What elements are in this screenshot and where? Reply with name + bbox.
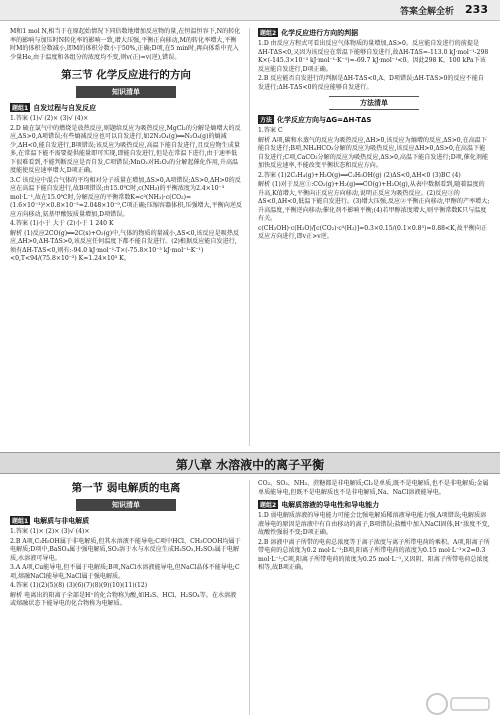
header-title: 答案全解全析 xyxy=(399,7,454,17)
answer-item: 3.C 该反应中混合气体的平均相对分子质量在增加,ΔS>0,A项错误;ΔS>0,ΔH>0的反应在高温下能自发进行,故B项错误;由15.0℃时,c(NH₃)的平衡浓度为2.4×10⁻³ mol·L⁻¹,故在15.0℃时,分解反应的平衡常数K=c²(NH₃)·c(CO₂)=(1.6×10⁻³)²×0.8×10⁻³=2.048×10⁻⁹,C项正确;压缩容器体积,压强增大,平衡向逆反应方向移动,氨基甲酸铵质量增加,D项错误。 xyxy=(10,176,243,218)
section-title: 第三节 化学反应进行的方向 xyxy=(61,69,191,81)
topic-heading xyxy=(10,516,242,526)
intro-paragraph: M和1 mol N,相当于在原起始情况下同倍数地增加反应物的量,在恒温恒容下,N的转化率的影响与加压时N转化率的影响一致,增大压强,平衡正向移动,M的转化率增大,平衡时M的体积分数减小,即M的体积分数小于50%,正确;D项,在5 min时,再向体系中充入少量He,由于温度和各组分的浓度均不变,则v(正)=v(逆),错误。 xyxy=(10,28,241,61)
answer-item: 2.B 溶液中离子所带的电荷总浓度等于离子浓度与离子所带电荷的乘积。A项,阳离子所带电荷的总浓度为0.2 mol·L⁻¹;B项,阳离子所带电荷的浓度为0.15 mol·L⁻¹×2=0.3 mol·L⁻¹;C项,阳离子所带电荷的浓度为0.25 mol·L⁻¹,又因阴、阳离子所带电荷总浓度相等,故B项正确。 xyxy=(258,538,490,571)
topic-heading xyxy=(258,500,490,510)
method-tag: 方法 xyxy=(260,117,273,124)
topic-tag: 题组2 xyxy=(260,502,277,509)
right-column xyxy=(258,28,490,243)
answer-item: 解析 (1)反应2CO(g)══2C(s)+O₂(g)中,气体的物质的量减小,ΔS<0,该反应是吸热反应,ΔH>0,ΔH-TΔS>0,该反应任何温度下都不能自发进行。(2)根据反应能自发进行,须有ΔH-TΔS<0,则有:-94.0 kJ·mol⁻¹-T×(-75.8×10⁻³ kJ·mol⁻¹·K⁻¹)<0,T<94/(75.8×10⁻³) K≈1.24×10³ K。 xyxy=(10,229,240,262)
topic-heading xyxy=(10,103,242,113)
watermark-logo xyxy=(424,691,494,717)
answer-item: 1.答案 C xyxy=(258,127,283,134)
answer-item: 1.答案 (1)√ (2)× (3)√ (4)× xyxy=(10,115,89,122)
section-title: 第一节 弱电解质的电离 xyxy=(71,482,181,494)
knowledge-banner: 知识清单 xyxy=(76,499,176,511)
answer-item: 1.D 弱电解质溶液的导电能力可能会比强电解质稀溶液导电能力强,A项错误;电解质溶液导电的原因是溶液中有自由移动的离子,B项错误;盐酸中加入NaCl固体,H⁺浓度不变,故酸性强弱不变;D项正确。 xyxy=(258,512,490,536)
answer-item: 3.A A项,Cu能导电,但不属于电解质;B项,NaCl水溶液能导电,但NaCl晶体不能导电;C项,熔融NaCl能导电,NaCl属于强电解质。 xyxy=(10,564,240,580)
answer-item: 2.B 反应能否自发进行的判据是ΔH-TΔS<0,A、D项错误;ΔH-TΔS>0的反应不能自发进行;ΔH-TΔS<0的反应能够自发进行。 xyxy=(258,75,484,91)
topic-title: 化学反应进行方向的判据 xyxy=(281,29,359,37)
topic-title: 自发过程与自发反应 xyxy=(33,104,97,112)
chapter-title: 第八章 水溶液中的离子平衡 xyxy=(175,458,325,472)
answer-item: CO₂、SO₂、NH₃、蔗糖都是非电解质;Cl₂是单质,既不是电解质,也不是非电解质;金属单质能导电,但既不是电解质也不是非电解质,Na、NaCl溶液能导电。 xyxy=(258,480,489,496)
chapter-band xyxy=(0,452,500,474)
answer-item: 2.B A项,C₂H₅OH属于非电解质,但其水溶液不能导电;C项中HCl、CH₃COOH均属于电解质;D项中,BaSO₄属于强电解质,SO₂溶于水与水反应生成H₂SO₃,H₂SO₃属于电解质,水溶液可导电。 xyxy=(10,537,241,562)
column-divider-lower xyxy=(249,480,250,715)
topic-title: 电解质与非电解质 xyxy=(33,517,90,525)
method-banner: 方法清单 xyxy=(329,96,419,110)
knowledge-banner: 知识清单 xyxy=(76,86,176,98)
answer-item: 解析 (1)对于反应①:CO₂(g)+H₂(g)══CO(g)+H₂O(g),从表中数据看到,随着温度的升高,K值增大,平衡向正反应方向移动,说明正反应为吸热反应。(2)反应③的ΔS<0,ΔH<0,低温下能自发进行。(3)增大压强,反应②平衡正向移动,甲醇的产率增大;升高温度,平衡逆向移动;催化剂不影响平衡;(4)若甲醇浓度增大,则平衡常数K只与温度有关。 xyxy=(258,181,490,222)
answer-item: 解析 电离出的阳离子全部是H⁺的化合物称为酸,如H₂S、HCl、H₂SO₄等。在水溶液或熔融状态下能导电的化合物称为电解质。 xyxy=(10,591,237,607)
topic-title: 电解质溶液的导电性和导电能力 xyxy=(281,501,380,509)
topic-tag: 题组1 xyxy=(12,105,29,112)
left-column xyxy=(10,28,242,265)
answer-item: 2.答案 (1)2C₂H₄(g)+H₂O(g)══C₂H₅OH(g) (2)ΔS<0,ΔH<0 (3)BC (4) xyxy=(258,171,461,179)
answer-item: 1.答案 (1)× (2)× (3)√ (4)× xyxy=(10,528,90,535)
page-header xyxy=(0,0,500,21)
answer-item: 4.答案 (1)(2)(5)(8) (3)(6)(7)(8)(9)(10)(11)(12) xyxy=(10,582,148,589)
lower-right-column xyxy=(258,480,490,574)
answer-item: 4.答案 (1)小于 大于 (2)小于 1 240 K xyxy=(10,220,114,227)
answer-item: 解析 A项,碳和水蒸气的反应为吸热反应,ΔH>0,该反应为熵增的反应,ΔS>0,在高温下能自发进行;B项,NH₄HCO₃分解的反应为吸热反应,该反应ΔH>0,ΔS>0,在高温下能自发进行;C项,CaCO₃分解的反应为吸热反应,ΔS>0,高温下能自发进行;D项,催化剂能加快反应速率,不能改变平衡状态和反应方向。 xyxy=(258,136,488,169)
topic-tag: 题组2 xyxy=(260,30,277,37)
method-heading xyxy=(258,115,490,125)
answer-item: 1.D 由反应方程式可看出反应气体物质的量增加,ΔS>0。反应能自发进行的前提是ΔH-TΔS<0,又因为该反应在常温下能够自发进行,故ΔH-TΔS=-113.0 kJ·mol⁻¹-298 K×(-145.3×10⁻³ kJ·mol⁻¹·K⁻¹)≈-69.7 kJ·mol⁻¹<0。因此298 K、100 kPa下该反应能自发进行,D项正确。 xyxy=(258,40,489,73)
lower-left-column xyxy=(10,480,242,610)
page-number: 233 xyxy=(465,3,488,16)
column-divider xyxy=(249,28,250,446)
topic-heading xyxy=(258,28,490,38)
answer-item: 2.D 硫在氯气中的燃烧是放热反应,则题给反应为吸热反应,MgCl₂的分解是熵增大的反应,ΔS>0,A项错误;有些熵减反应也可以自发进行,如2N₂O₄(g)══N₂O₄(g)的熵减少,ΔH<0,能自发进行,B项错误;该反应为吸热反应,高温下能自发进行,且反应物生成量多,在常温下能不需要提供能量即可实现,即能自发进行,但是在常温下进行,由于速率低下很难看到,不能判断反应是否自发,C项错误;MnO₂对H₂O₂的分解起催化作用,升高温度能使反应速率增大,D项正确。 xyxy=(10,124,241,174)
answer-item: c(CH₃OH)·c(H₂O)/[c(CO₂)·c³(H₂)]=0.3×0.15/(0.1×0.8³)≈0.88<K,故平衡向正反应方向进行,即v正>v逆。 xyxy=(258,224,488,240)
method-title: 化学反应方向与ΔG=ΔH-TΔS xyxy=(277,116,372,124)
topic-tag: 题组1 xyxy=(12,518,29,525)
